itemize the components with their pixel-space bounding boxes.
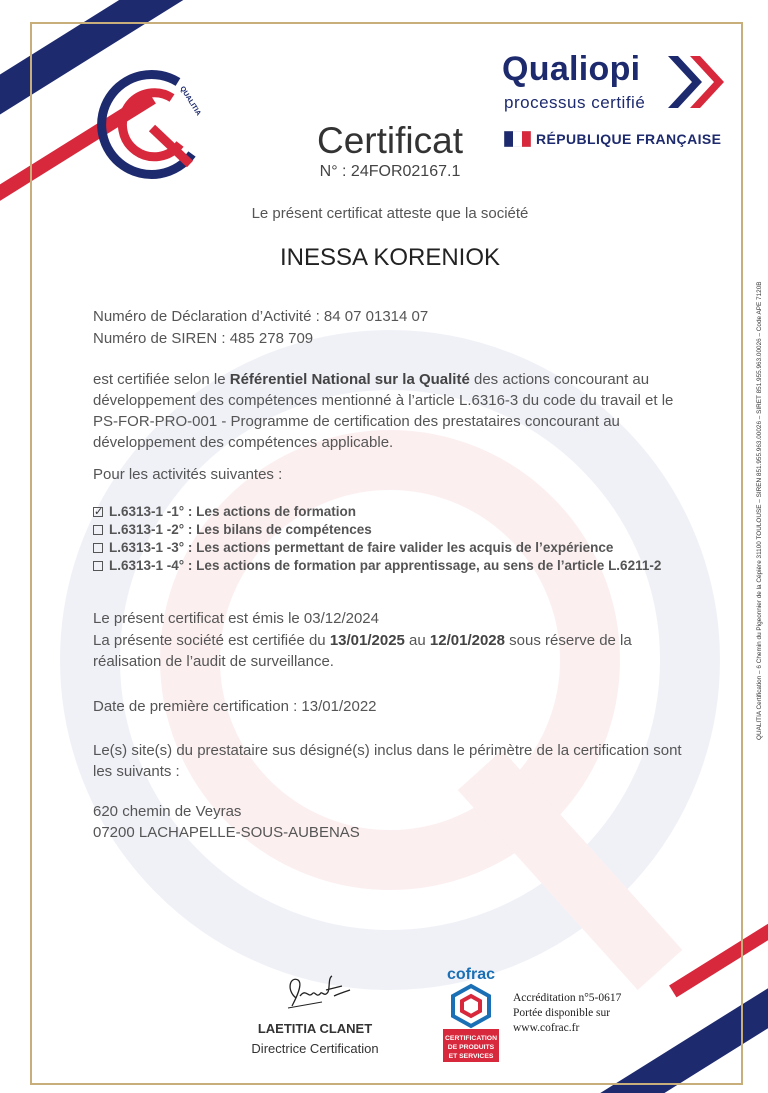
page-title: Certificat — [317, 120, 463, 161]
validity-mid: au — [404, 632, 430, 649]
cofrac-word: cofrac — [446, 966, 496, 983]
validity-end: 12/01/2028 — [429, 632, 505, 649]
activity-item — [93, 539, 713, 557]
issue-date: Le présent certificat est émis le 03/12/2024 — [93, 610, 379, 627]
cofrac-caption-3: ET SERVICES — [448, 1053, 494, 1060]
activities-list — [93, 503, 713, 575]
company-name: INESSA KORENIOK — [279, 244, 501, 271]
qualiopi-wordmark: Qualiopi — [502, 50, 641, 88]
certification-pre: est certifiée selon le — [93, 371, 230, 388]
certification-post: des actions concourant au développement des compétences mentionné à l’article L.6316-3 du code du travail et le PS-FOR-PRO-001 - Programme de certification des prestataires concourant au développement des compétences applicable. — [93, 371, 674, 451]
first-certification-date: Date de première certification : 13/01/2022 — [93, 698, 377, 715]
republique-francaise-label: RÉPUBLIQUE FRANÇAISE — [536, 131, 722, 147]
unchecked-box-icon — [93, 543, 103, 553]
intro-text: Le présent certificat atteste que la société — [251, 205, 529, 222]
cofrac-logo — [443, 962, 499, 1062]
checked-box-icon — [93, 507, 103, 517]
cofrac-caption-1: CERTIFICATION — [445, 1035, 497, 1042]
address-line-2: 07200 LACHAPELLE-SOUS-AUBENAS — [93, 824, 360, 841]
activity-item — [93, 503, 713, 521]
cofrac-caption-2: DE PRODUITS — [447, 1044, 495, 1051]
vertical-company-info: QUALITIA Certification – 6 Chemin du Pigeonnier de la Cépière 31100 TOULOUSE – SIREN 851.955.963.00026 – SIRET 851.955.963.00026 – Code APE 7120B — [756, 281, 763, 740]
accreditation-number: Accréditation n°5-0617 — [513, 992, 622, 1004]
qualitia-logo — [94, 62, 214, 182]
accreditation-scope: Portée disponible sur — [513, 1007, 611, 1019]
validity-pre: La présente société est certifiée du — [93, 632, 330, 649]
siren-number: Numéro de SIREN : 485 278 709 — [93, 330, 314, 347]
qualitia-logo-text: QUALITIA — [178, 85, 202, 118]
accreditation-block — [513, 991, 683, 1036]
cofrac-website: www.cofrac.fr — [513, 1022, 580, 1034]
activity-label: L.6313-1 -1° : Les actions de formation — [109, 504, 356, 519]
declaration-number: Numéro de Déclaration d’Activité : 84 07 01314 07 — [93, 308, 429, 325]
activities-intro: Pour les activités suivantes : — [93, 466, 283, 483]
signatory-name: LAETITIA CLANET — [257, 1021, 373, 1036]
qualiopi-subtitle: processus certifié — [504, 93, 646, 112]
address-line-1: 620 chemin de Veyras — [93, 803, 242, 820]
validity-post: sous réserve de la réalisation de l’audit de surveillance. — [93, 632, 632, 670]
certificate-number: N° : 24FOR02167.1 — [319, 163, 461, 180]
referentiel-name: Référentiel National sur la Qualité — [229, 371, 470, 388]
unchecked-box-icon — [93, 561, 103, 571]
activity-item — [93, 521, 713, 539]
unchecked-box-icon — [93, 525, 103, 535]
validity-start: 13/01/2025 — [329, 632, 405, 649]
activity-label: L.6313-1 -2° : Les bilans de compétences — [109, 522, 372, 537]
activity-item — [93, 557, 713, 575]
signature-image — [282, 968, 354, 1014]
activity-label: L.6313-1 -3° : Les actions permettant de faire valider les acquis de l’expérience — [109, 540, 614, 555]
validity-paragraph — [93, 630, 693, 672]
signatory-role: Directrice Certification — [251, 1041, 379, 1056]
sites-intro: Le(s) site(s) du prestataire sus désigné(s) inclus dans le périmètre de la certification sont les suivants : — [93, 742, 682, 780]
activity-label: L.6313-1 -4° : Les actions de formation par apprentissage, au sens de l’article L.6211-2 — [109, 558, 662, 573]
qualiopi-arrow-icon — [664, 54, 726, 110]
certification-paragraph — [93, 369, 693, 453]
